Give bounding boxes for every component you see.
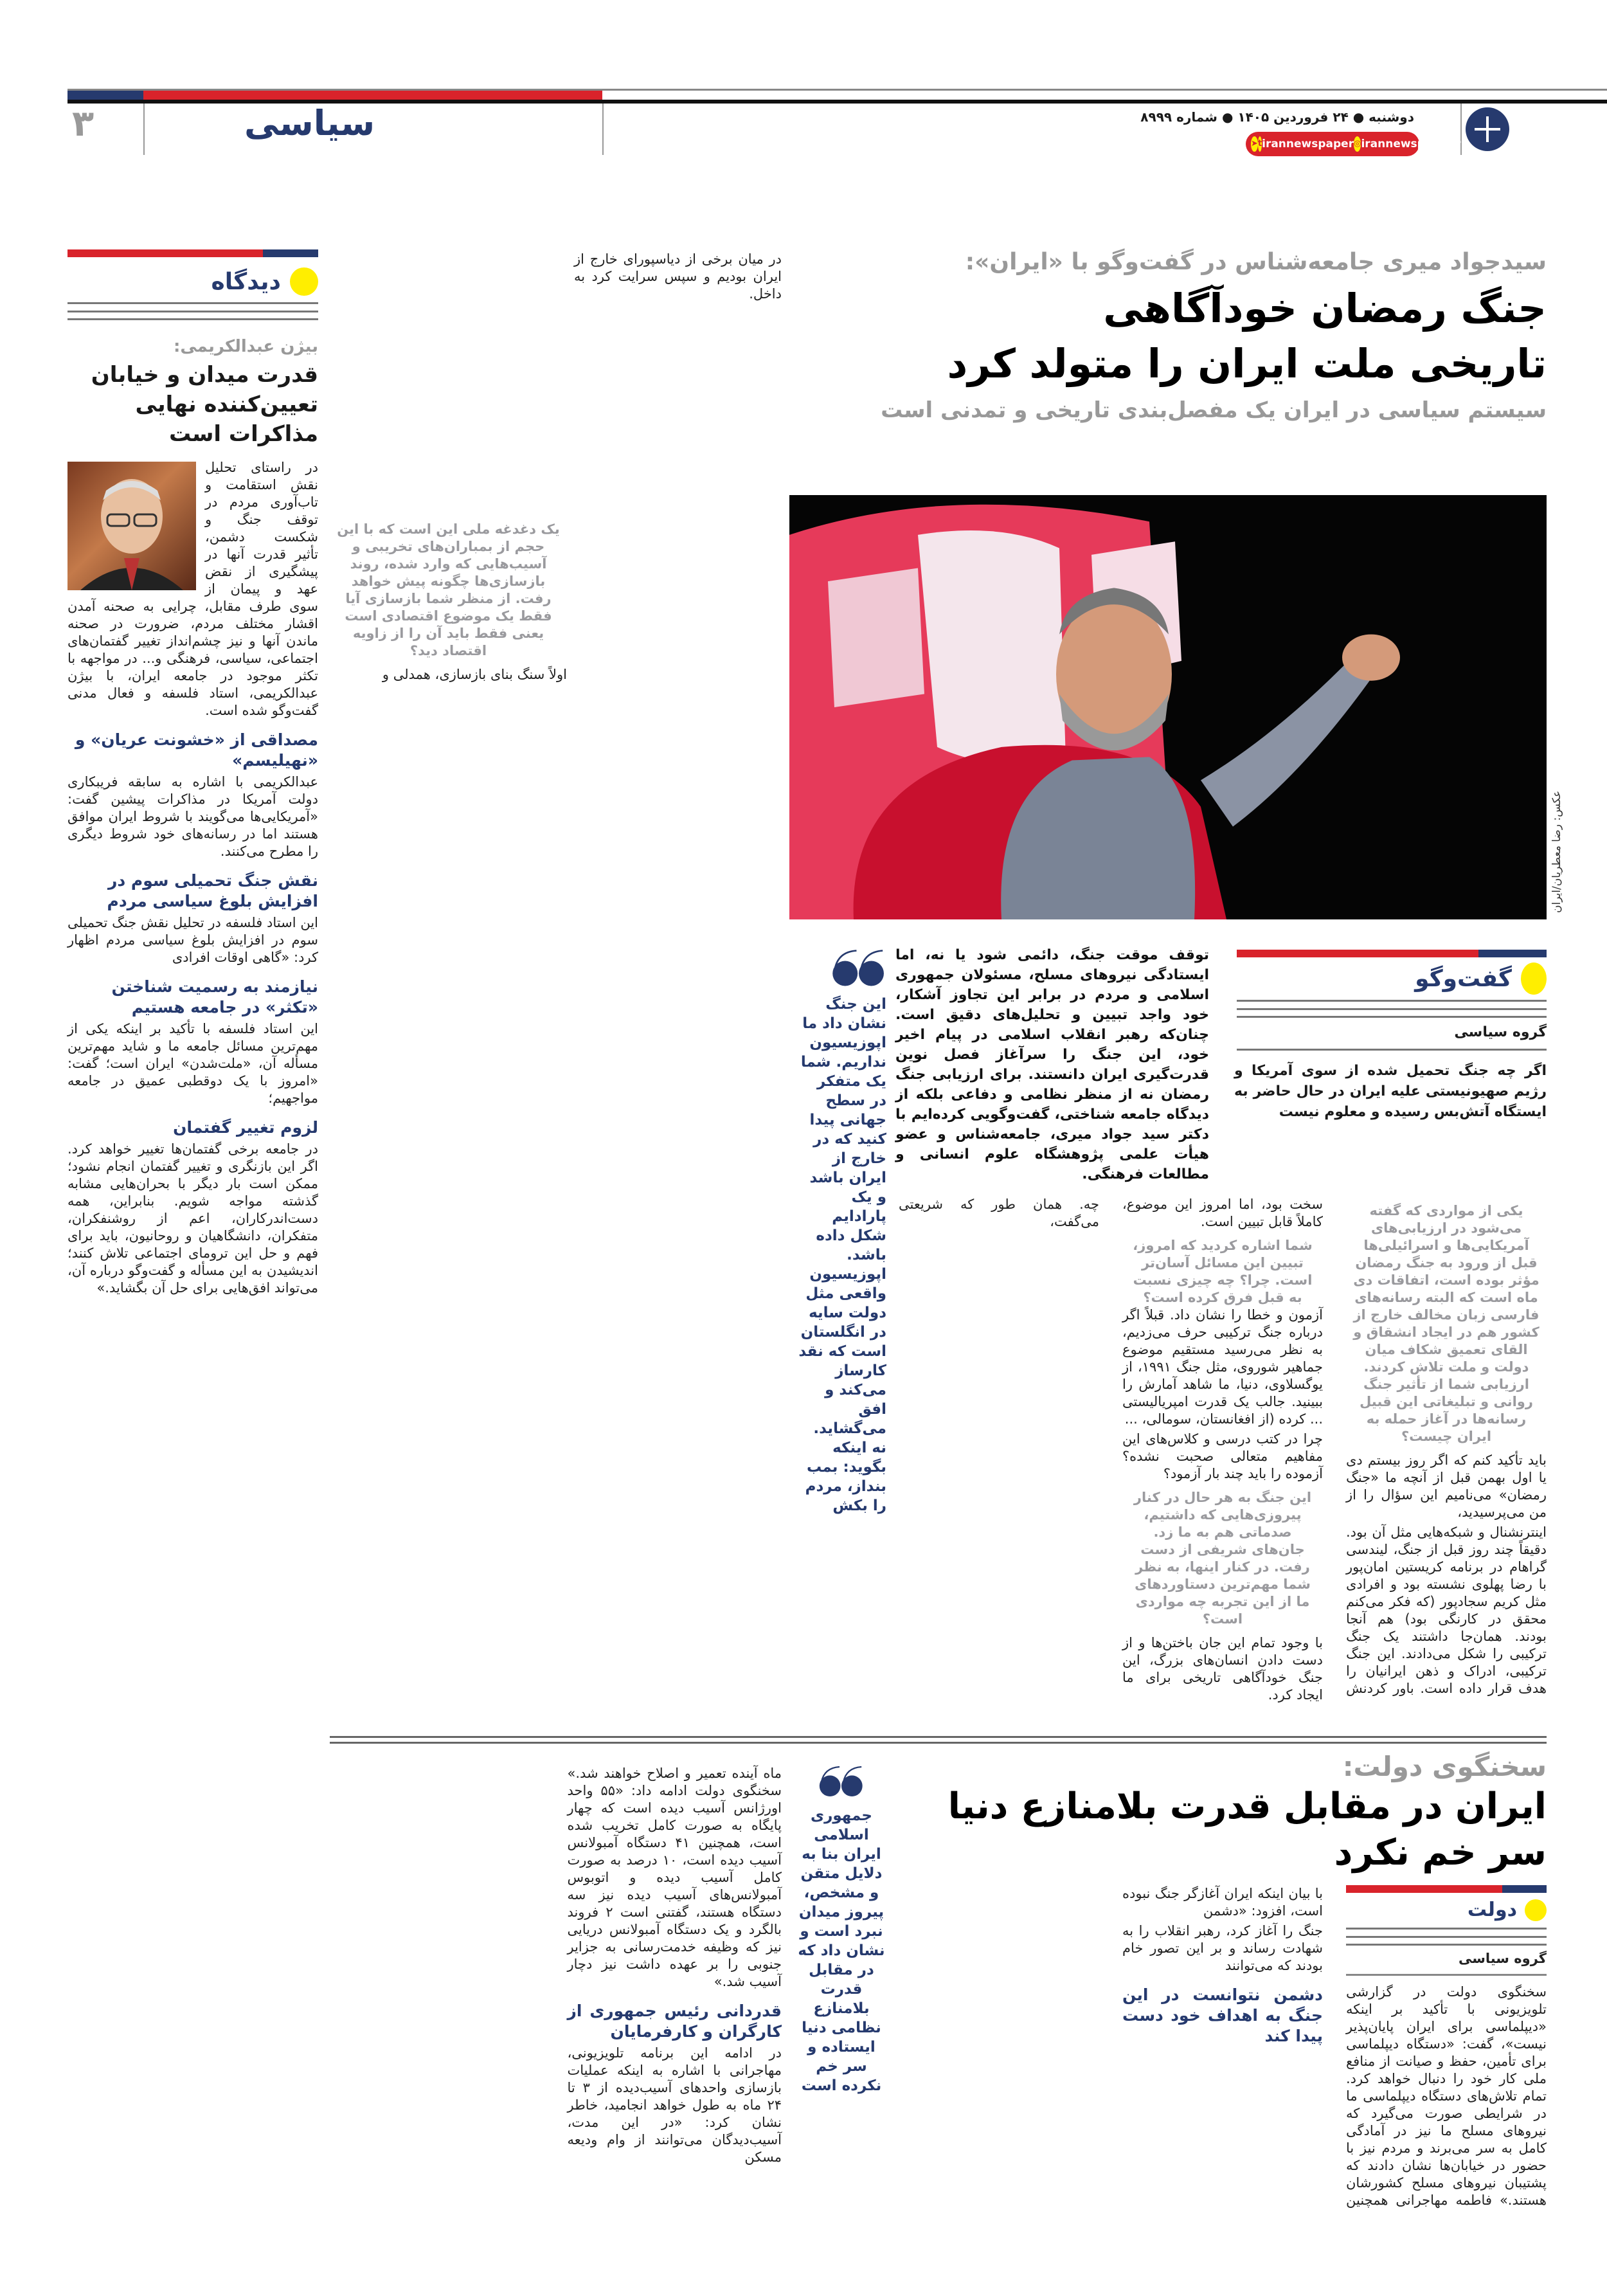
twitter-icon: t <box>1258 136 1262 152</box>
paragraph: در میان برخی از دیاسپورای خارج از ایران بودیم و سپس سرایت کرد به داخل. <box>574 251 782 302</box>
paragraph: چرا در کتب درسی و کلاس‌های این مفاهیم متعالی صحبت نشده؟ آزموده را باید چند بار آزمود؟ <box>1122 1431 1323 1481</box>
logo-plus-icon <box>1466 107 1509 151</box>
pull-quote-block <box>796 948 886 1515</box>
section-bar <box>1237 950 1547 957</box>
title-line: تاریخی ملت ایران را متولد کرد <box>947 340 1547 387</box>
section-label: دیدگاه <box>211 268 281 295</box>
gov-middle-columns <box>330 1765 782 2228</box>
gov-kicker: سخنگوی دولت: <box>1342 1751 1547 1782</box>
section-title: سیاسی <box>244 103 375 143</box>
subheading: نقش جنگ تحمیلی سوم در افزایش بلوغ سیاسی مردم <box>107 871 318 910</box>
subheading: نیازمند به رسمیت شناختن «تکثر» در جامعه هستیم <box>111 977 318 1017</box>
paragraph: چه. همان طور که شریعتی می‌گفت، <box>899 1197 1099 1229</box>
section-dot-icon <box>1525 1899 1547 1921</box>
gov-title: ایران در مقابل قدرت بلامنازع دنیا سر خم نکرد <box>947 1785 1547 1874</box>
interview-subtitle: سیستم سیاسی در ایران یک مفصل‌بندی تاریخی و تمدنی است <box>881 397 1547 423</box>
author-photo <box>67 462 196 590</box>
subheading: دشمن نتوانست در این جنگ به اهداف خود دست پیدا کند <box>1122 1985 1323 2045</box>
divider <box>1346 1974 1547 1976</box>
paragraph: ماه آینده تعمیر و اصلاح خواهند شد.» سخنگوی دولت ادامه داد: «۵۵ واحد اورژانس آسیب دیده است که چهار پایگاه به صورت کامل تخریب شده است، همچنین ۴۱ دستگاه آمبولانس آسیب دیده است، ۱۰ درصد به صورت کامل آسیب دیده و اتوبوس آمبولانس‌های آسیب دیده نیز سه دستگاه هستند، گفتنی است ۲ فروند بالگرد و یک دستگاه آمبولانس دریایی نیز که وظیفه خدمت‌رسانی به جزایر جنوبی را بر عهده داشت نیز دچار آسیب شد.» <box>567 1766 782 1989</box>
paragraph: عبدالکریمی با اشاره به سابقه فریبکاری دولت آمریکا در مذاکرات پیشین گفت: «آمریکایی‌ها می‌گویند با شروط ایران موافق هستند اما در رسانه‌های خود شروط دیگری را مطرح می‌کنند. <box>67 774 318 859</box>
divider <box>330 1736 1547 1744</box>
quote-icon <box>796 948 886 990</box>
viewpoint-column <box>67 249 318 1297</box>
interview-question: یکی از مواردی که گفته می‌شود در ارزیابی‌های آمریکایی‌ها و اسرائیلی‌ها قبل از ورود به جنگ رمضان مؤثر بوده است، اتفاقات دی ماه است که البته رسانه‌های فارسی زبان مخالف خارج از کشور هم در ایجاد انشقاق و القای تعمیق شکاف میان دولت و ملت تلاش کردند. ارزیابی شما از تأثیر جنگ روانی و تبلیغاتی این قبیل رسانه‌ها در آغاز حمله به ایران چیست؟ <box>1353 1203 1540 1444</box>
interview-section-box <box>1237 950 1547 1051</box>
gov-main-block <box>899 1750 1547 2229</box>
interview-kicker: سیدجواد میری جامعه‌شناس در گفت‌وگو با «ایران»: <box>965 249 1547 275</box>
divider <box>67 302 318 320</box>
interview-column-a <box>574 251 782 305</box>
interview-column-3 <box>899 1196 1099 1231</box>
divider <box>143 104 145 155</box>
interview-intro: توقف موقت جنگ، دائمی شود یا نه، اما ایستادگی نیروهای مسلح، مسئولان جمهوری اسلامی و مردم در برابر این تجاوز آشکار، خود واجد تبیین و تحلیل‌های دقیق است. چنان‌که رهبر انقلاب اسلامی در پیام اخیر خود، این جنگ را سرآغاز فصل نوین قدرت‌گیری ایران دانستند. برای ارزیابی جنگ رمضان نه از منظر نظامی و دفاعی بلکه از دیدگاه جامعه شناختی، گفت‌وگویی کرده‌ایم با دکتر سید جواد میری، جامعه‌شناس و عضو هیأت علمی پژوهشگاه علوم انسانی و مطالعات فرهنگی. <box>895 947 1209 1182</box>
interview-column-2 <box>1122 1306 1323 1704</box>
paragraph: با وجود تمام این جان باختن‌ها و از دست دادن انسان‌های بزرگ، این جنگ خودآگاهی تاریخی برای ما ایجاد کرد. <box>1122 1635 1323 1703</box>
subheading: قدردانی رئیس جمهوری از کارگران و کارفرمایان <box>567 2002 782 2041</box>
section-label: دولت <box>1467 1899 1517 1921</box>
paragraph: اولاً سنگ بنای بازسازی، همدلی و <box>382 667 567 682</box>
byline: گروه سیاسی <box>1458 1951 1547 1966</box>
divider <box>602 104 604 155</box>
paragraph: آزمون و خطا را نشان داد. قبلاً اگر درباره جنگ ترکیبی حرف می‌زدیم، به نظر می‌رسید مستقیم موضوع جماهیر شوروی، مثل جنگ ۱۹۹۱، از یوگسلاوی، دنیا، ما شاهد آمارش را ببینید. جالب یک قدرت امپریالیستی ... کرده (از افغانستان، سومالی، ... <box>1122 1307 1323 1427</box>
issue-date: دوشنبه ● ۲۴ فروردین ۱۴۰۵ ● شماره ۸۹۹۹ <box>1140 109 1414 125</box>
section-label: گفت‌وگو <box>1415 965 1512 992</box>
section-dot-icon <box>1521 963 1547 995</box>
interview-column-b <box>330 514 567 686</box>
section-bar <box>67 249 318 257</box>
instagram-icon: ◎ <box>1354 136 1361 152</box>
pull-quote: این جنگ نشان داد ما اپوزیسیون نداریم. شما یک متفکر در سطح جهانی پیدا کنید که در خارج از ایران باشد و یک پارادایم شکل داده باشد. اپوزیسیون واقعی مثل دولت سایه در انگلستان است که نقد کارساز می‌کند و افق می‌گشاید. نه اینکه بگوید: بمب بنداز، مردم را بکش <box>798 996 886 1514</box>
paragraph: در ادامه این برنامه تلویزیونی، مهاجرانی با اشاره به اینکه عملیات بازسازی واحدهای آسیب‌دیده از ۳ تا ۲۴ ماه به طول خواهد انجامید، خاطر نشان کرد: «در این مدت، آسیب‌دیدگان می‌توانند از وام ودیعه مسکن <box>567 2045 782 2165</box>
gov-pull-quote-block <box>796 1765 886 2095</box>
byline: گروه سیاسی <box>1454 1024 1547 1040</box>
paragraph: این استاد فلسفه در تحلیل نقش جنگ تحمیلی سوم در افزایش بلوغ سیاسی مردم اظهار کرد: «گاهی اوقات افرادی <box>67 915 318 965</box>
interview-headline-block <box>789 248 1547 425</box>
interview-question: شما اشاره کردید که امروز، تبیین این مسائل آسان‌تر است. چرا؟ چه چیزی نسبت به قبل فرق کرده است؟ <box>1133 1238 1313 1305</box>
interview-question: این جنگ به هر حال در کنار پیروزی‌هایی که داشتیم، صدماتی هم به ما زد. جان‌های شریفی از دست رفت. در کنار اینها، به نظر شما مهم‌ترین دستاوردهای ما از این تجربه چه مواردی است؟ <box>1133 1490 1312 1627</box>
section-dot-icon <box>290 267 318 296</box>
gov-lead: سخنگوی دولت در گزارشی تلویزیونی با تأکید بر اینکه «دیپلماسی برای ایران پایان‌پذیر نیست»، گفت: «دستگاه دیپلماسی برای تأمین، حفظ و صیانت از منافع ملی کار خود را دنبال خواهد کرد. تمام تلاش‌های دستگاه دیپلماسی ما در شرایطی صورت می‌گیرد که نیروهای مسلح ما نیز در آمادگی کامل به سر می‌برند و مردم نیز با حضور در خیابان‌ها نشان دادند که پشتیبان نیروهای مسلح کشورشان هستند.» فاطمه مهاجرانی همچنین با بیان اینکه ایران آغازگر جنگ نبوده است، افزود: «دشمن <box>1122 1886 1547 2208</box>
paragraph: جنگ را آغاز کرد، رهبر انقلاب را به شهادت رساند و بر این تصور خام بودند که می‌توانند <box>1122 1923 1323 1973</box>
interview-question: یک دغدغه ملی این است که با این حجم از بمباران‌های تخریبی و آسیب‌هایی که وارد شده، روند بازسازی‌ها چگونه پیش خواهد رفت. از منظر شما بازسازی آیا فقط یک موضوع اقتصادی است یعنی فقط باید آن را از زاویه اقتصاد دید؟ <box>337 521 560 658</box>
section-bar <box>1346 1885 1547 1893</box>
interview-body-columns <box>899 1196 1547 1723</box>
subheading: مصداقی از «خشونت عریان» و «نهیلیسم» <box>75 730 318 770</box>
social-handle: irannewspaper <box>1262 138 1354 150</box>
divider <box>1237 1000 1547 1018</box>
page-number: ۳ <box>72 103 94 145</box>
quote-icon <box>796 1765 886 1801</box>
gov-section-box <box>1346 1885 1547 1976</box>
article-title: قدرت میدان و خیابان تعیین‌کننده نهایی مذاکرات است <box>91 362 318 447</box>
interview-lede: اگر چه جنگ تحمیل شده از سوی آمریکا و رژیم صهیونیستی علیه ایران در حال حاضر به ایستگاه آتش‌بس رسیده و معلوم نیست <box>1234 1063 1547 1120</box>
paragraph: باید تأکید کنم که اگر روز بیستم دی یا اول بهمن قبل از آنچه ما «جنگ رمضان» می‌نامیم این سؤال را از من می‌پرسیدید، <box>1346 1452 1547 1520</box>
interview-photo <box>789 495 1547 919</box>
divider <box>1237 1049 1547 1051</box>
social-pill[interactable] <box>1246 132 1461 156</box>
gov-body-columns <box>899 1885 1547 2229</box>
paragraph: در جامعه برخی گفتمان‌ها تغییر خواهد کرد. اگر این بازنگری و تغییر گفتمان انجام نشود؛ ممکن است بار دیگر با بحران‌هایی مشابه گذشته مواجه شویم. بنابراین، همه دست‌اندرکاران، اعم از روشنفکران، متفکران، دانشگاهیان و روحانیون، باید برای فهم و حل این ترومای اجتماعی تلاش کنند؛ اندیشیدن به این مسأله و گفت‌وگو درباره آن، می‌تواند افق‌هایی برای حل آن بگشاید.» <box>67 1141 318 1296</box>
header-stripe <box>67 91 1607 100</box>
paragraph: اینترنشنال و شبکه‌هایی مثل آن بود. دقیقاً چند روز قبل از جنگ، لیندسی گراهام در برنامه کریستین امان‌پور با رضا پهلوی نشسته بود و افرادی مثل کریم سجادپور (که فکر می‌کنم محقق در کارنگی بود) هم آنجا بودند. همان‌جا داشتند یک جنگ ترکیبی را شکل می‌دادند. این جنگ ترکیبی، ادراک و ذهن ایرانیان را هدف قرار داده است. باور کردنش سخت بود، اما امروز این موضوع، کاملاً قابل تبیین است. <box>1122 1197 1547 1696</box>
interview-title <box>789 281 1547 392</box>
title-line: جنگ رمضان خودآگاهی <box>1103 285 1547 332</box>
paragraph: در راستای تحلیل نقش استقامت و تاب‌آوری مردم در توقف جنگ و شکست دشمن، تأثیر قدرت آنها در پیشگیری از نقض عهد و پیمان از سوی طرف مقابل، چرایی به صحنه آمدن اقشار مختلف مردم، ضرورت در صحنه ماندن آنها و نیز چشم‌انداز تغییر گفتمان‌های اجتماعی، سیاسی، فرهنگی و... در مواجهه با تکثر موجود در جامعه ایران، با بیژن عبدالکریمی، استاد فلسفه و فعال مدنی گفت‌وگو شده است. <box>67 460 318 718</box>
pull-quote: جمهوری اسلامی ایران بنا به دلایل متقن و مشخص، پیروز میدان نبرد است و نشان داد که در مقابل قدرت بلامنازع نظامی دنیا ایستاده و سر خم نکرده است <box>798 1807 885 2094</box>
social-handle: irannewspapper <box>1361 138 1461 150</box>
photo-credit: عکس: رضا معطریان/ایران <box>1550 790 1563 913</box>
article-kicker: بیژن عبدالکریمی: <box>173 337 318 356</box>
paragraph: این استاد فلسفه با تأکید بر اینکه یکی از مهم‌ترین مسائل جامعه ما و شاید مهم‌ترین مسأله آن، «ملت‌شدن» ایران است؛ گفت: «امروز با یک دوقطبی عمیق در جامعه مواجهیم؛ <box>67 1021 318 1106</box>
subheading: لزوم تغییر گفتمان <box>173 1118 318 1137</box>
divider <box>1346 1928 1547 1946</box>
telegram-icon: ➤ <box>1251 136 1258 152</box>
